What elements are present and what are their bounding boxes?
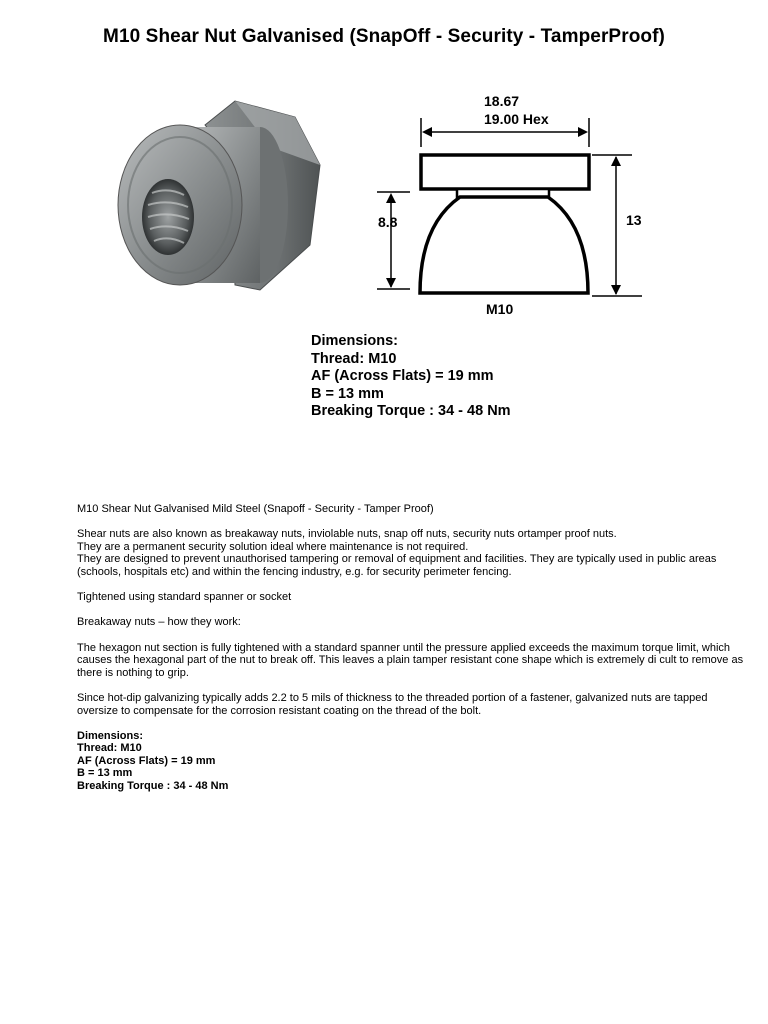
shear-nut-photo [110,95,335,315]
diagram-top-dim-1: 18.67 [484,93,520,109]
body-heading: M10 Shear Nut Galvanised Mild Steel (Snapoff - Security - Tamper Proof) [77,503,434,515]
body-para1-line2: They are a permanent security solution ideal where maintenance is not required. [77,540,469,553]
dimensions-af: AF (Across Flats) = 19 mm [311,368,494,384]
body-dims-thread: Thread: M10 [77,742,142,755]
body-dims-heading: Dimensions: [77,729,144,742]
dimensions-thread: Thread: M10 [311,350,397,367]
diagram-bottom-label: M10 [486,301,514,317]
body-dims-torque: Breaking Torque : 34 - 48 Nm [77,780,229,793]
dimension-diagram [360,85,660,330]
dimensions-summary [311,333,511,421]
body-para3: Breakaway nuts – how they work: [77,616,241,629]
body-para4: The hexagon nut section is fully tightened with a standard spanner until the pressure applied exceeds the maximum torque limit, which causes the hexagonal part of the nut to break off. This leaves a plain tamper resistant cone shape which is extremely di cult to remove as there is nothing to grip. [77,641,744,679]
dimensions-torque: Breaking Torque : 34 - 48 Nm [311,403,511,419]
dimensions-heading: Dimensions: [311,333,399,349]
page-title: M10 Shear Nut Galvanised (SnapOff - Security - TamperProof) [103,26,665,47]
diagram-top-dim-2: 19.00 Hex [484,111,549,127]
diagram-right-dim: 13 [626,212,642,228]
body-dims-af: AF (Across Flats) = 19 mm [77,754,216,767]
body-para2: Tightened using standard spanner or socket [77,591,292,604]
body-para1-line3: They are designed to prevent unauthorised tampering or removal of equipment and facilities. They are typically used in public areas (schools, hospitals etc) and within the fencing industry, e.g. for security perimeter fencing. [77,553,717,578]
dimensions-b: B = 13 mm [311,385,384,402]
description-body [77,503,747,793]
body-dims-b: B = 13 mm [77,767,133,780]
diagram-left-dim: 8.8 [378,214,398,230]
body-para1-line1: Shear nuts are also known as breakaway nuts, inviolable nuts, snap off nuts, security nuts ortamper proof nuts. [77,528,617,541]
body-para5: Since hot-dip galvanizing typically adds 2.2 to 5 mils of thickness to the threaded portion of a fastener, galvanized nuts are tapped oversize to compensate for the corrosion resistant coating on the thread of the bolt. [77,691,708,717]
